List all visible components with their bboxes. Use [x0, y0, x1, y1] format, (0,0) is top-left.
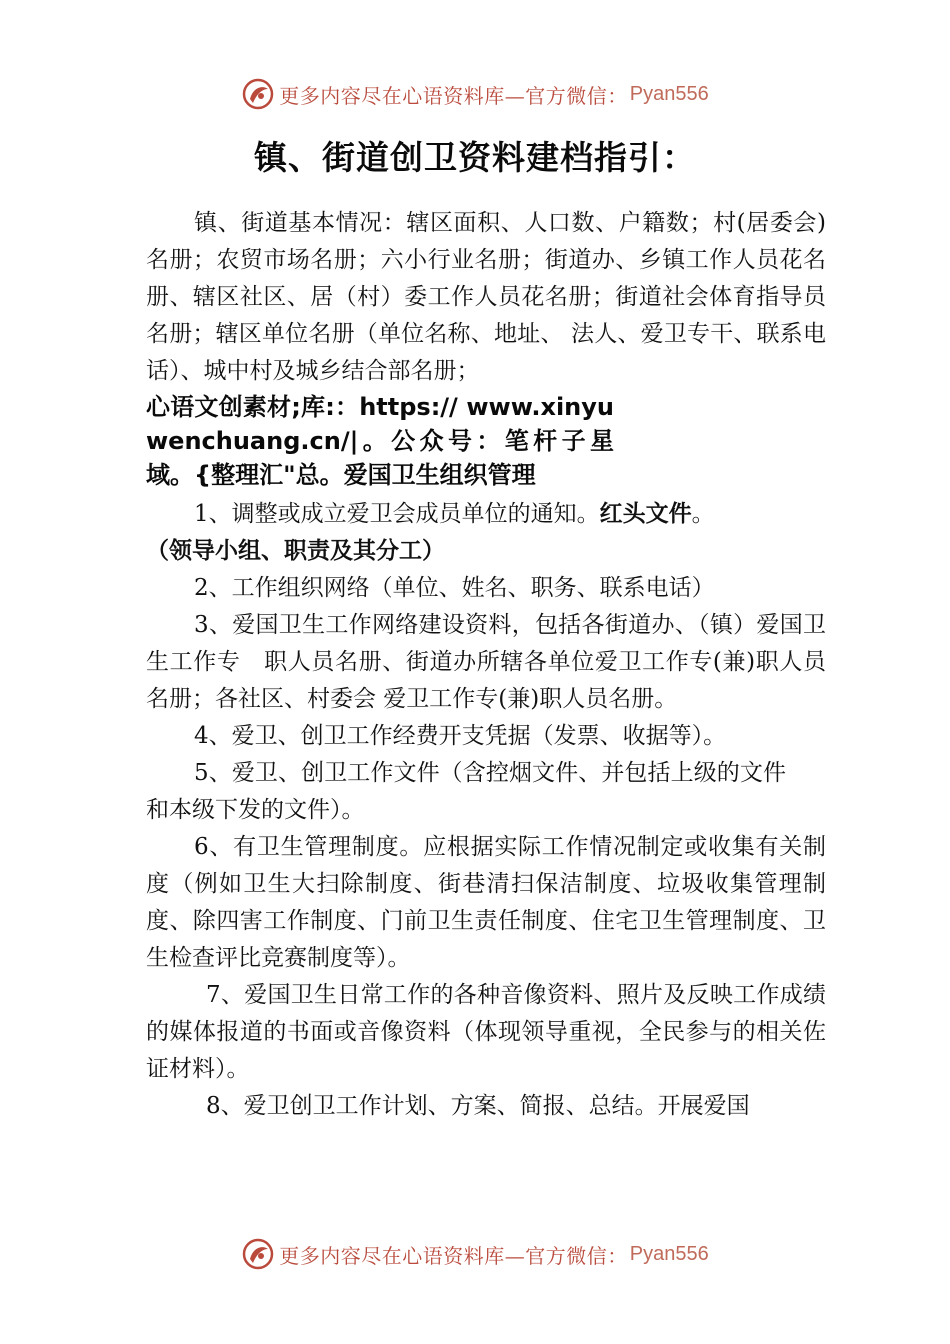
header-banner: [0, 74, 950, 114]
brand-logo-icon: [241, 77, 275, 111]
item-3: 3、爱国卫生工作网络建设资料，包括各街道办、（镇）爱国卫生工作专 职人员名册、街道办所辖各单位爱卫工作专(兼)职人员名册；各社区、村委会 爱卫工作专(兼)职人员名册。: [146, 612, 826, 712]
footer-banner: [0, 1234, 950, 1274]
item-7: 7、爱国卫生日常工作的各种音像资料、照片及反映工作成绩的媒体报道的书面或音像资料（体现领导重视，全民参与的相关佐证材料）。: [146, 982, 826, 1082]
item-1-sub: （领导小组、职责及其分工）: [146, 538, 445, 564]
watermark-text: 心语文创素材;库:：https:// www.xinyuwenchuang.cn/|。公众号：笔杆子星域。{整理汇"总。爱国卫生组织管理: [146, 393, 614, 489]
banner-text: 更多内容尽在心语资料库—官方微信：: [279, 83, 628, 108]
item-2: 2、工作组织网络（单位、姓名、职务、联系电话）: [194, 575, 715, 601]
page-title: 镇、街道创卫资料建档指引：: [254, 138, 696, 177]
banner-wechat-id: Pyan556: [629, 82, 709, 105]
banner-text: 更多内容尽在心语资料库—官方微信：: [279, 1243, 628, 1268]
item-5: 5、爱卫、创卫工作文件（含控烟文件、并包括上级的文件和本级下发的文件）。: [146, 760, 786, 823]
item-1-end: 。: [691, 501, 715, 527]
item-6: 6、有卫生管理制度。应根据实际工作情况制定或收集有关制度（例如卫生大扫除制度、街巷清扫保洁制度、垃圾收集管理制度、除四害工作制度、门前卫生责任制度、住宅卫生管理制度、卫生检查评比竞赛制度等）。: [146, 834, 826, 971]
brand-logo-icon: [241, 1237, 275, 1271]
intro-paragraph: 镇、街道基本情况：辖区面积、人口数、户籍数；村(居委会)名册；农贸市场名册；六小行业名册；街道办、乡镇工作人员花名册、辖区社区、居（村）委工作人员花名册；街道社会体育指导员名册；辖区单位名册（单位名称、地址、 法人、爱卫专干、联系电话）、城中村及城乡结合部名册；: [146, 210, 826, 384]
item-1-bold: 红头文件: [599, 501, 692, 527]
banner-wechat-id: Pyan556: [629, 1242, 709, 1265]
item-1-text: 1、调整或成立爱卫会成员单位的通知。: [194, 501, 600, 527]
item-4: 4、爱卫、创卫工作经费开支凭据（发票、收据等）。: [194, 723, 727, 749]
item-1: [146, 496, 826, 533]
document-body: [146, 205, 826, 1125]
item-8: 8、爱卫创卫工作计划、方案、简报、总结。开展爱国: [206, 1093, 750, 1119]
